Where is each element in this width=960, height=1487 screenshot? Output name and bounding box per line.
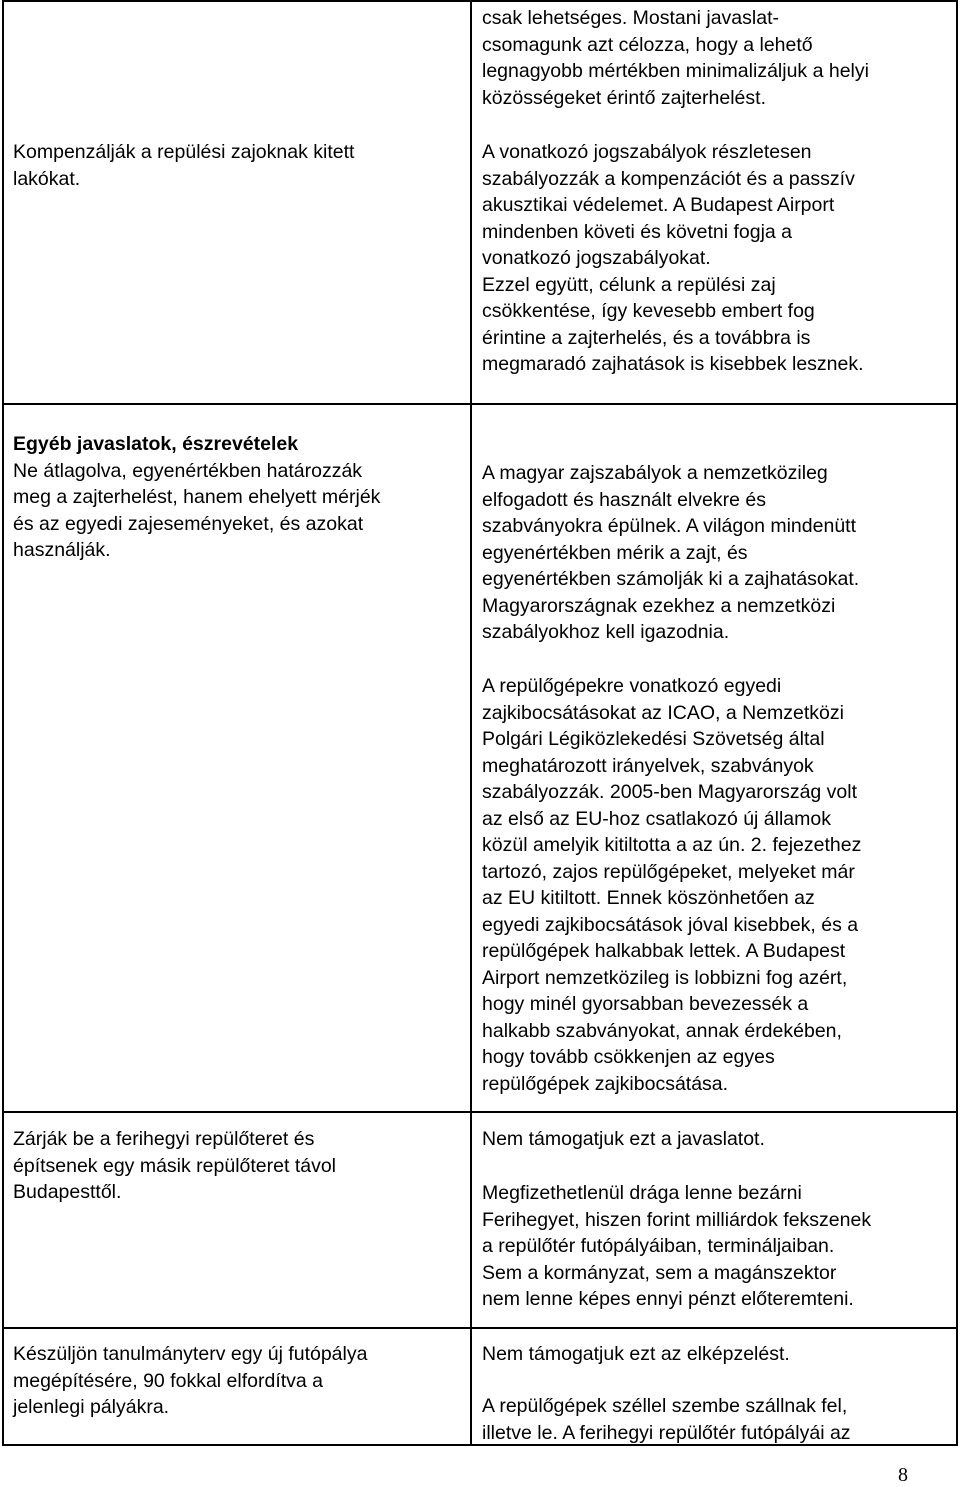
text-line: repülőgépek halkabbak lettek. A Budapest bbox=[482, 940, 846, 962]
row-divider bbox=[2, 403, 958, 405]
text-line: az EU kitiltott. Ennek köszönhetően az bbox=[482, 887, 815, 909]
text-line: egyedi zajkibocsátások jóval kisebbek, és a bbox=[482, 913, 859, 936]
cell-proposal bbox=[13, 139, 354, 192]
text-line: Sem a kormányzat, sem a magánszektor bbox=[482, 1261, 837, 1284]
text-line: érintine a zajterhelés, és a továbbra is bbox=[482, 326, 811, 349]
text-line: Polgári Légiközlekedési Szövetség által bbox=[482, 728, 825, 750]
text-line: Megfizethetlenül drága lenne bezárni bbox=[482, 1182, 802, 1204]
text-line: szabványokra épülnek. A világon mindenütt bbox=[482, 515, 856, 537]
cell-response bbox=[482, 1341, 790, 1368]
text-line: a repülőtér futópályáiban, termináljaiban. bbox=[482, 1235, 835, 1257]
text-line: közül amelyik kitiltotta a az ún. 2. fejezethez bbox=[482, 834, 862, 856]
text-line: A repülőgépekre vonatkozó egyedi bbox=[482, 675, 782, 697]
text-line: vonatkozó jogszabályokat. bbox=[482, 247, 711, 269]
text-line: közösségeket érintő zajterhelést. bbox=[482, 86, 766, 109]
cell-proposal bbox=[13, 1126, 336, 1206]
text-line: meg a zajterhelést, hanem ehelyett mérjék bbox=[13, 486, 381, 508]
text-line: megmaradó zajhatások is kisebbek lesznek. bbox=[482, 353, 864, 375]
text-line: illetve le. A ferihegyi repülőtér futópályái az bbox=[482, 1421, 851, 1444]
text-line: lakókat. bbox=[13, 167, 81, 190]
text-line: szabályozzák a kompenzációt és a passzív bbox=[482, 167, 855, 190]
text-line: Zárják be a ferihegyi repülőteret és bbox=[13, 1128, 315, 1150]
text-line: akusztikai védelemet. A Budapest Airport bbox=[482, 194, 835, 216]
text-line: hogy minél gyorsabban bevezessék a bbox=[482, 993, 809, 1015]
section-heading: Egyéb javaslatok, észrevételek bbox=[13, 433, 299, 455]
text-line: meghatározott irányelvek, szabványok bbox=[482, 754, 814, 777]
text-line: szabályokhoz kell igazodnia. bbox=[482, 621, 730, 643]
text-line: Nem támogatjuk ezt az elképzelést. bbox=[482, 1343, 790, 1365]
text-line: legnagyobb mértékben minimalizáljuk a helyi bbox=[482, 60, 869, 82]
cell-response bbox=[482, 1126, 765, 1153]
text-line: Kompenzálják a repülési zajoknak kitett bbox=[13, 141, 355, 163]
text-line: Ezzel együtt, célunk a repülési zaj bbox=[482, 273, 776, 296]
text-line: A repülőgépek széllel szembe szállnak fel, bbox=[482, 1395, 848, 1417]
cell-response bbox=[482, 1393, 851, 1446]
text-line: csökkentése, így kevesebb embert fog bbox=[482, 300, 815, 322]
text-line: A vonatkozó jogszabályok részletesen bbox=[482, 141, 812, 163]
text-line: egyenértékben számolják ki a zajhatásokat. bbox=[482, 568, 860, 590]
text-line: tartozó, zajos repülőgépeket, melyeket már bbox=[482, 860, 855, 883]
row-divider bbox=[2, 1327, 958, 1329]
text-line: nem lenne képes ennyi pénzt előteremteni. bbox=[482, 1288, 854, 1310]
cell-response bbox=[482, 1180, 871, 1313]
cell-proposal bbox=[13, 431, 380, 564]
text-line: megépítésére, 90 fokkal elfordítva a bbox=[13, 1369, 324, 1392]
cell-response bbox=[482, 139, 864, 378]
text-line: zajkibocsátásokat az ICAO, a Nemzetközi bbox=[482, 701, 844, 724]
text-line: halkabb szabványokat, annak érdekében, bbox=[482, 1019, 842, 1042]
cell-response bbox=[482, 460, 859, 646]
text-line: csak lehetséges. Mostani javaslat- bbox=[482, 7, 779, 29]
text-line: hogy tovább csökkenjen az egyes bbox=[482, 1046, 775, 1068]
text-line: használják. bbox=[13, 539, 111, 561]
text-line: jelenlegi pályákra. bbox=[13, 1396, 170, 1418]
text-line: Ferihegyet, hiszen forint milliárdok fekszenek bbox=[482, 1208, 872, 1231]
text-line: építsenek egy másik repülőteret távol bbox=[13, 1154, 337, 1177]
text-line: Airport nemzetközileg is lobbizni fog azért, bbox=[482, 966, 848, 989]
text-line: Budapesttől. bbox=[13, 1181, 122, 1203]
text-line: repülőgépek zajkibocsátása. bbox=[482, 1072, 729, 1095]
cell-response bbox=[482, 5, 869, 111]
text-line: az első az EU-hoz csatlakozó új államok bbox=[482, 807, 831, 830]
text-line: szabályozzák. 2005-ben Magyarország volt bbox=[482, 781, 858, 803]
cell-response bbox=[482, 673, 861, 1097]
text-line: Készüljön tanulmányterv egy új futópálya bbox=[13, 1343, 368, 1365]
column-divider bbox=[470, 0, 472, 1446]
table-border-top bbox=[2, 0, 958, 2]
text-line: elfogadott és használt elvekre és bbox=[482, 488, 767, 511]
text-line: A magyar zajszabályok a nemzetközileg bbox=[482, 462, 828, 484]
cell-proposal bbox=[13, 1341, 367, 1421]
text-line: csomagunk azt célozza, hogy a lehető bbox=[482, 33, 813, 56]
table-border-right bbox=[956, 0, 958, 1446]
text-line: egyenértékben mérik a zajt, és bbox=[482, 541, 748, 564]
page-number: 8 bbox=[898, 1464, 908, 1486]
table-border-left bbox=[2, 0, 4, 1446]
text-line: Magyarországnak ezekhez a nemzetközi bbox=[482, 594, 836, 617]
text-line: Nem támogatjuk ezt a javaslatot. bbox=[482, 1128, 765, 1150]
text-line: mindenben követi és követni fogja a bbox=[482, 220, 793, 243]
text-line: Ne átlagolva, egyenértékben határozzák bbox=[13, 459, 363, 482]
row-divider bbox=[2, 1111, 958, 1113]
text-line: és az egyedi zajeseményeket, és azokat bbox=[13, 512, 364, 535]
